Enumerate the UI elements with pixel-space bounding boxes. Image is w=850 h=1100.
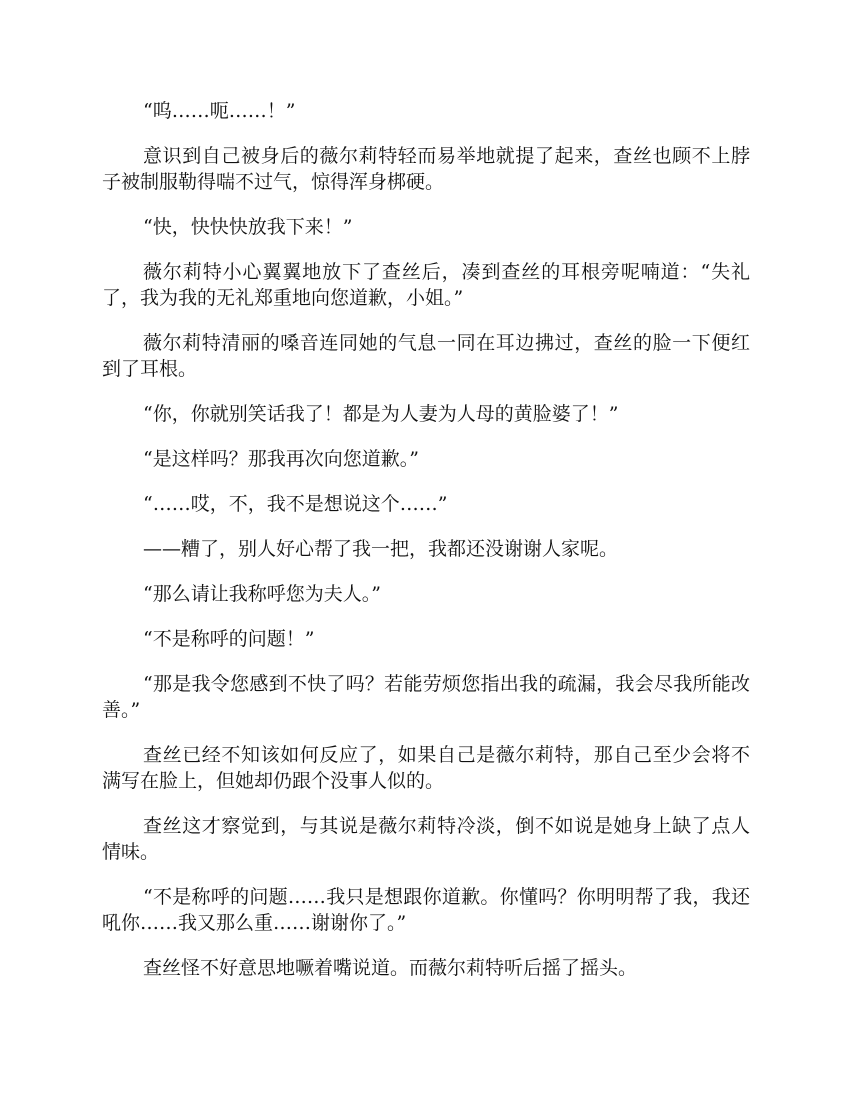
paragraph: 查丝这才察觉到，与其说是薇尔莉特冷淡，倒不如说是她身上缺了点人情味。	[102, 815, 750, 863]
document-body	[102, 98, 750, 1000]
paragraph: “呜……呃……！”	[143, 100, 296, 122]
paragraph: “你，你就别笑话我了！都是为人妻为人母的黄脸婆了！”	[143, 403, 619, 425]
paragraph: 查丝怪不好意思地噘着嘴说道。而薇尔莉特听后摇了摇头。	[143, 957, 638, 979]
paragraph: “不是称呼的问题！”	[143, 628, 315, 650]
paragraph: “那么请让我称呼您为夫人。”	[143, 583, 381, 605]
paragraph: 意识到自己被身后的薇尔莉特轻而易举地就提了起来，查丝也顾不上脖子被制服勒得喘不过气，惊得浑身梆硬。	[102, 145, 750, 193]
paragraph: 薇尔莉特小心翼翼地放下了查丝后，凑到查丝的耳根旁呢喃道：“失礼了，我为我的无礼郑重地向您道歉，小姐。”	[102, 261, 750, 309]
paragraph: “不是称呼的问题……我只是想跟你道歉。你懂吗？你明明帮了我，我还吼你……我又那么重……谢谢你了。”	[102, 886, 750, 934]
paragraph: 查丝已经不知该如何反应了，如果自己是薇尔莉特，那自己至少会将不满写在脸上，但她却仍跟个没事人似的。	[102, 744, 750, 792]
paragraph: ——糟了，别人好心帮了我一把，我都还没谢谢人家呢。	[143, 538, 619, 560]
paragraph: “快，快快快放我下来！”	[143, 216, 353, 238]
paragraph: “是这样吗？那我再次向您道歉。”	[143, 448, 419, 470]
paragraph: “……哎，不，我不是想说这个……”	[143, 493, 448, 515]
paragraph: “那是我令您感到不快了吗？若能劳烦您指出我的疏漏，我会尽我所能改善。”	[102, 673, 750, 721]
paragraph: 薇尔莉特清丽的嗓音连同她的气息一同在耳边拂过，查丝的脸一下便红到了耳根。	[102, 332, 750, 380]
